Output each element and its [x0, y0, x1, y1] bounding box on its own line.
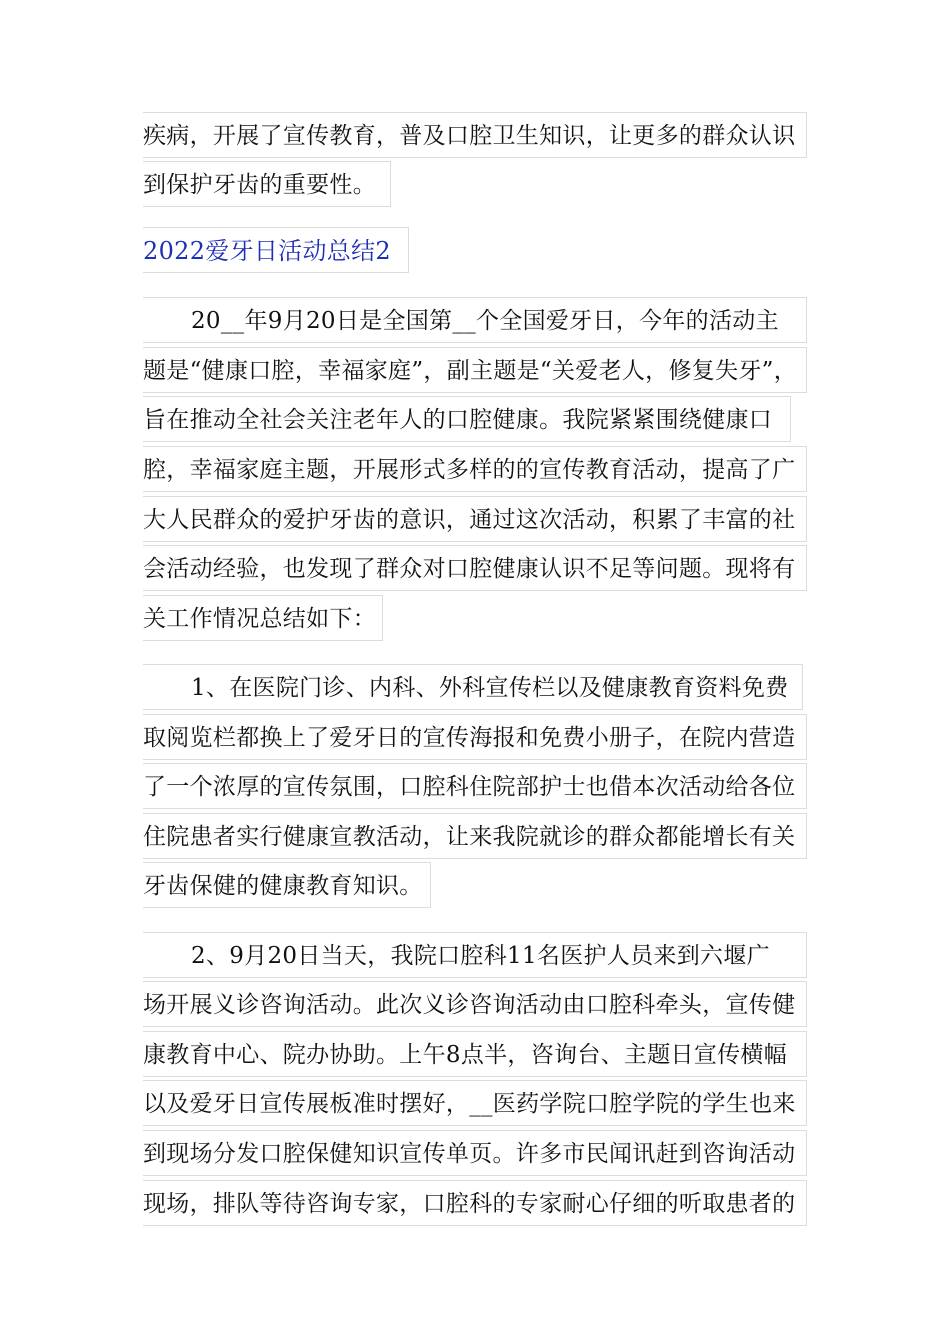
section-heading: 2022爱牙日活动总结2 [143, 227, 409, 273]
text-line: 到现场分发口腔保健知识宣传单页。许多市民闻讯赶到咨询活动 [143, 1130, 807, 1176]
text-line: 会活动经验，也发现了群众对口腔健康认识不足等问题。现将有 [143, 545, 807, 591]
paragraph-start-line: 20__年9月20日是全国第__个全国爱牙日，今年的活动主 [143, 297, 807, 343]
text-line: 了一个浓厚的宣传氛围，口腔科住院部护士也借本次活动给各位 [143, 763, 807, 809]
text-line: 旨在推动全社会关注老年人的口腔健康。我院紧紧围绕健康口 [143, 396, 791, 442]
text-line: 康教育中心、院办协助。上午8点半，咨询台、主题日宣传横幅 [143, 1031, 807, 1077]
paragraph-start-line: 2、9月20日当天，我院口腔科11名医护人员来到六堰广 [143, 932, 807, 978]
text-line: 到保护牙齿的重要性。 [143, 161, 391, 207]
text-line: 腔，幸福家庭主题，开展形式多样的的宣传教育活动，提高了广 [143, 446, 807, 492]
paragraph-start-line: 1、在医院门诊、内科、外科宣传栏以及健康教育资料免费 [143, 664, 803, 710]
text-line: 以及爱牙日宣传展板准时摆好，__医药学院口腔学院的学生也来 [143, 1080, 807, 1126]
text-line: 住院患者实行健康宣教活动，让来我院就诊的群众都能增长有关 [143, 813, 807, 859]
text-line: 现场，排队等待咨询专家，口腔科的专家耐心仔细的听取患者的 [143, 1180, 807, 1226]
text-line: 取阅览栏都换上了爱牙日的宣传海报和免费小册子，在院内营造 [143, 714, 807, 760]
text-line: 大人民群众的爱护牙齿的意识，通过这次活动，积累了丰富的社 [143, 496, 807, 542]
text-line: 疾病，开展了宣传教育，普及口腔卫生知识，让更多的群众认识 [143, 112, 807, 158]
text-line: 场开展义诊咨询活动。此次义诊咨询活动由口腔科牵头，宣传健 [143, 981, 807, 1027]
text-line: 关工作情况总结如下： [143, 595, 383, 641]
text-line: 题是“健康口腔，幸福家庭”，副主题是“关爱老人，修复失牙”， [143, 347, 807, 393]
text-line: 牙齿保健的健康教育知识。 [143, 862, 431, 908]
